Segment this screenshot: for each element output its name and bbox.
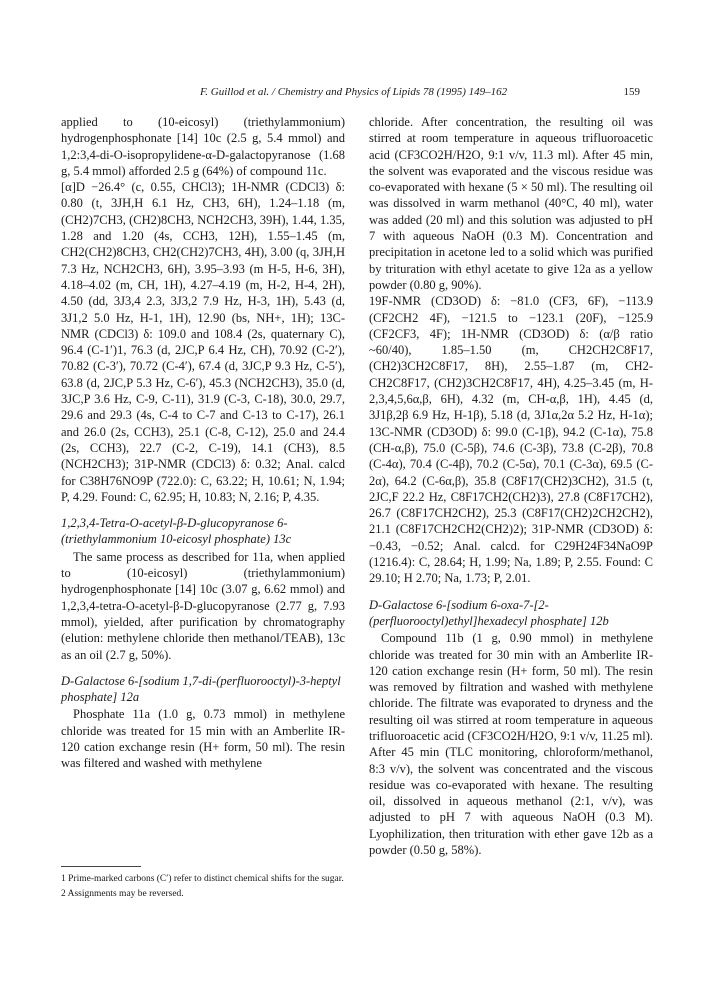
- footnote: 1 Prime-marked carbons (C′) refer to distinct chemical shifts for the sugar.: [61, 874, 344, 884]
- footnote: 2 Assignments may be reversed.: [61, 889, 184, 899]
- paragraph: applied to (10-eicosyl) (triethylammonium) hydrogenphosphonate [14] 10c (2.5 g, 5.4 mmol) and 1,2:3,4-di-O-isopropylidene-α-D-galactopyranose (1.68 g, 5.4 mmol) afforded 2.5 g (64%) of compound 11c.: [61, 115, 345, 178]
- section-heading: 1,2,3,4-Tetra-O-acetyl-β-D-glucopyranose 6-(triethylammonium 10-eicosyl phosphate) 13c: [61, 516, 292, 547]
- section-heading: D-Galactose 6-[sodium 1,7-di-(perfluorooctyl)-3-heptyl phosphate] 12a: [61, 673, 341, 705]
- right-column: [369, 114, 653, 858]
- footnotes: [61, 866, 345, 903]
- footnote-rule: [61, 866, 141, 867]
- paragraph: chloride. After concentration, the resulting oil was stirred at room temperature in aqueous trifluoroacetic acid (CF3CO2H/H2O, 9:1 v/v, 11.3 ml). After 45 min, the solvent was evaporated and the viscous residue was co-evaporated with hexane (5 × 50 ml). The resulting oil was dissolved in warm methanol (40°C, 40 ml), water was added (20 ml) and this solution was adjusted to pH 7 with aqueous NaOH (0.3 M). Concentration and precipitation in acetone led to a solid which was purified by trituration with ethyl acetate to give 12a as a yellow powder (0.80 g, 90%).: [369, 115, 653, 292]
- left-column: [61, 114, 345, 772]
- section-heading: D-Galactose 6-[sodium 6-oxa-7-[2-(perfluorooctyl)ethyl]hexadecyl phosphate] 12b: [369, 597, 609, 628]
- page-number: 159: [623, 86, 640, 98]
- running-header: [0, 86, 720, 102]
- paragraph: 19F-NMR (CD3OD) δ: −81.0 (CF3, 6F), −113.9 (CF2CH2 4F), −121.5 to −123.1 (20F), −125.9 (CF2CF3, 4F); 1H-NMR (CD3OD) δ: (α/β ratio ~60/40), 1.85–1.50 (m, CH2CH2C8F17, (CH2)3CH2C8F17, 8H), 2.55–1.87 (m, CH2-CH2C8F17, (CH2)3CH2C8F17, 4H), 4.25–3.45 (m, H-2,3,4,5,6α,β, 6H), 4.32 (m, CH-α,β, 1H), 4.45 (d, 3J1β,2β 6.9 Hz, H-1β), 5.18 (d, 3J1α,2α 5.2 Hz, H-1α); 13C-NMR (CD3OD) δ: 99.0 (C-1β), 94.2 (C-1α), 75.8 (CH-α,β), 75.0 (C-5β), 74.6 (C-3β), 73.8 (C-2β), 70.8 (C-4α), 70.4 (C-4β), 70.2 (C-5α), 70.1 (C-3α), 69.5 (C-2α), 64.2 (C-6α,β), 35.8 (C8F17(CH2)3CH2), 31.5 (t, 2JC,F 22.2 Hz, C8F17CH2(CH2)3), 27.8 (C8F17CH2), 26.7 (C8F17CH2CH2), 25.3 (C8F17(CH2)2CH2CH2), 21.1 (C8F17CH2CH2(CH2)2); 31P-NMR (CD3OD) δ: −0.43, −0.52; Anal. calcd. for C29H24F34NaO9P (1216.4): C, 28.64; H, 1.99; Na, 1.89; P, 2.55. Found: C 29.10; H 2.70; Na, 1.73; P, 2.01.: [369, 294, 653, 586]
- paragraph: Compound 11b (1 g, 0.90 mmol) in methylene chloride was treated for 30 min with an Amberlite IR-120 cation exchange resin (H+ form, 50 ml). The resin was removed by filtration and washed with methylene chloride. The filtrate was evaporated to dryness and the resulting oil was stirred at room temperature in aqueous trifluoroacetic acid (CF3CO2H/H2O, 9:1 v/v, 11.25 ml). After 45 min (TLC monitoring, chloroform/methanol, 8:3 v/v), the solvent was concentrated and the viscous residue was co-evaporated with hexane. The resulting oil, dissolved in aqueous methanol (2:1, v/v), was adjusted to pH 7 with aqueous NaOH (0.3 M). Lyophilization, then trituration with ether gave 12b as a powder (0.50 g, 58%).: [369, 631, 653, 858]
- paragraph: [α]D −26.4° (c, 0.55, CHCl3); 1H-NMR (CDCl3) δ: 0.80 (t, 3JH,H 6.1 Hz, CH3, 6H), 1.24–1.18 (m, (CH2)7CH3, (CH2)8CH3, NCH2CH3, 39H), 1.44, 1.35, 1.28 and 1.20 (4s, CCH3, 12H), 1.55–1.45 (m, CH2(CH2)8CH3, CH2(CH2)7CH3, 4H), 3.00 (q, 3JH,H 7.3 Hz, NCH2CH3, 6H), 3.95–3.93 (m H-5, H-6, 3H), 4.18–4.02 (m, CH, 1H), 4.27–4.19 (m, H-2, H-4, 2H), 4.50 (dd, 3J3,4 2.3, 3J3,2 7.9 Hz, H-3, 1H), 5.43 (d, 3J1,2 5.0 Hz, H-1, 1H), 12.90 (bs, NH+, 1H); 13C-NMR (CDCl3) δ: 109.0 and 108.4 (2s, quaternary C), 96.4 (C-1′)1, 76.3 (d, 2JC,P 6.4 Hz, CH), 70.92 (C-2′), 70.82 (C-3′), 70.72 (C-4′), 67.4 (d, 3JC,P 9.3 Hz, C-5′), 63.8 (d, 2JC,P 5.3 Hz, C-6′), 45.3 (NCH2CH3), 35.0 (d, 3JC,P 3.6 Hz, C-9, C-11), 31.9 (C-3, C-18), 30.0, 29.7, 29.6 and 29.3 (4s, C-4 to C-7 and C-13 to C-17), 26.1 and 26.0 (2s, CCH3), 25.1 (C-8, C-12), 25.0 and 24.4 (2s, CCH3), 22.7 (C-2, C-19), 14.1 (CH3), 8.5 (NCH2CH3); 31P-NMR (CDCl3) δ: 0.32; Anal. calcd for C38H76NO9P (722.0): C, 63.22; H, 10.61; N, 1.94; P, 4.29. Found: C, 62.95; H, 10.83; N, 2.16; P, 4.35.: [61, 180, 345, 504]
- paragraph: The same process as described for 11a, when applied to (10-eicosyl) (triethylammonium) hydrogenphosphonate [14] 10c (3.07 g, 6.62 mmol) and 1,2,3,4-tetra-O-acetyl-β-D-glucopyranose (2.77 g, 7.93 mmol), yielded, after purification by chromatography (elution: methylene chloride then methanol/TEAB), 13c as an oil (2.7 g, 50%).: [61, 549, 345, 662]
- paragraph: Phosphate 11a (1.0 g, 0.73 mmol) in methylene chloride was treated for 15 min with an Amberlite IR-120 cation exchange resin (H+ form, 50 ml). The resin was filtered and washed with methylene: [61, 707, 345, 771]
- running-title: F. Guillod et al. / Chemistry and Physics of Lipids 78 (1995) 149–162: [200, 86, 508, 98]
